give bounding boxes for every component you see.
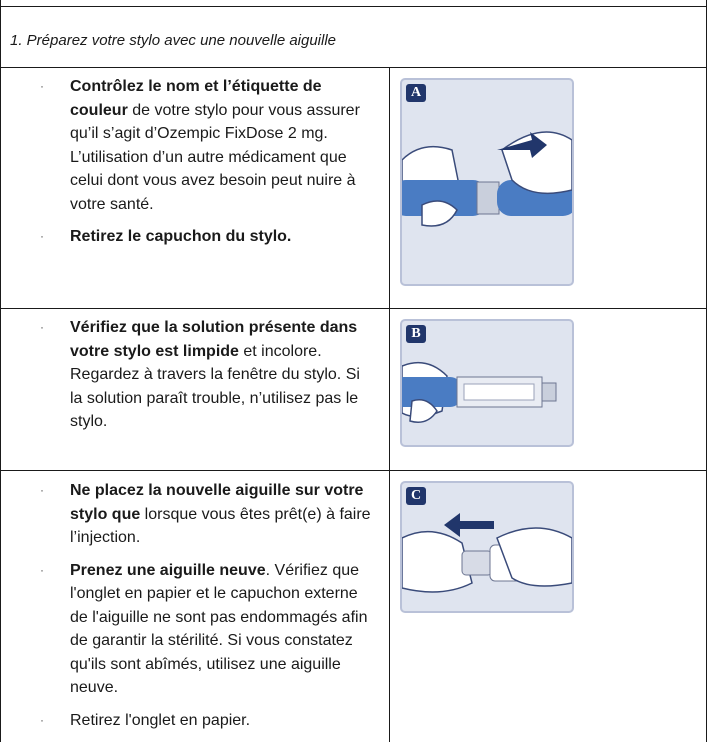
list-item [40,559,375,700]
step-title: 1. Préparez votre stylo avec une nouvelle aiguille [10,32,337,49]
table-rule-header [0,67,706,68]
bullet: · [40,229,44,243]
illustration-c [400,481,574,613]
list-item [40,225,375,249]
bullet: · [40,483,44,497]
list-item [40,709,375,733]
illustration-letter: B [406,325,426,343]
bullet: · [40,562,44,577]
para-text: lorsque vous êtes prêt(e) à faire l’injection. [70,505,371,546]
para-text: . Vérifiez que l'onglet en papier et le capuchon externe de l'aiguille ne sont pas endommagés afin de garantir la stérilité. Si vous constatez qu'ils sont abîmés, utilisez une aiguille neuve. [70,561,368,696]
para-text: de votre stylo pour vous assurer qu’il s’agit d’Ozempic FixDose 2 mg. L’utilisation d’un autre médicament que celui dont vous avez besoin peut nuire à votre santé. [70,101,360,213]
bullet: · [40,712,44,727]
pen-cap-removal-illustration [402,80,572,284]
para-text: et incolore. Regardez à travers la fenêtre du stylo. Si la solution paraît trouble, n’utilisez pas le stylo. [70,342,360,430]
illustration-letter: C [406,487,426,505]
para-bold: Contrôlez le nom et l’étiquette de couleur [70,78,322,119]
list-item [40,75,375,216]
para-bold: Prenez une aiguille neuve [70,561,266,579]
row-c-text [40,479,375,741]
table-rule-row-b [0,470,706,471]
table-rule-middle [389,67,390,742]
para-text: Retirez l'onglet en papier. [70,711,251,729]
pen-window-illustration [402,321,572,445]
illustration-b [400,319,574,447]
table-rule-left [0,0,1,742]
illustration-letter: A [406,84,426,102]
illustration-a [400,78,574,286]
para-bold: Retirez le capuchon du stylo. [70,228,292,245]
bullet: · [40,320,44,334]
para-bold: Vérifiez que la solution présente dans votre stylo est limpide [70,319,358,360]
table-rule-row-a [0,308,706,309]
para-bold: Ne placez la nouvelle aiguille sur votre stylo que [70,482,364,523]
needle-tab-removal-illustration [402,483,572,611]
table-rule-top [0,6,706,7]
row-b-text [40,316,375,443]
list-item [40,479,375,550]
list-item [40,316,375,434]
bullet: · [40,79,44,93]
row-a-text [40,75,375,258]
